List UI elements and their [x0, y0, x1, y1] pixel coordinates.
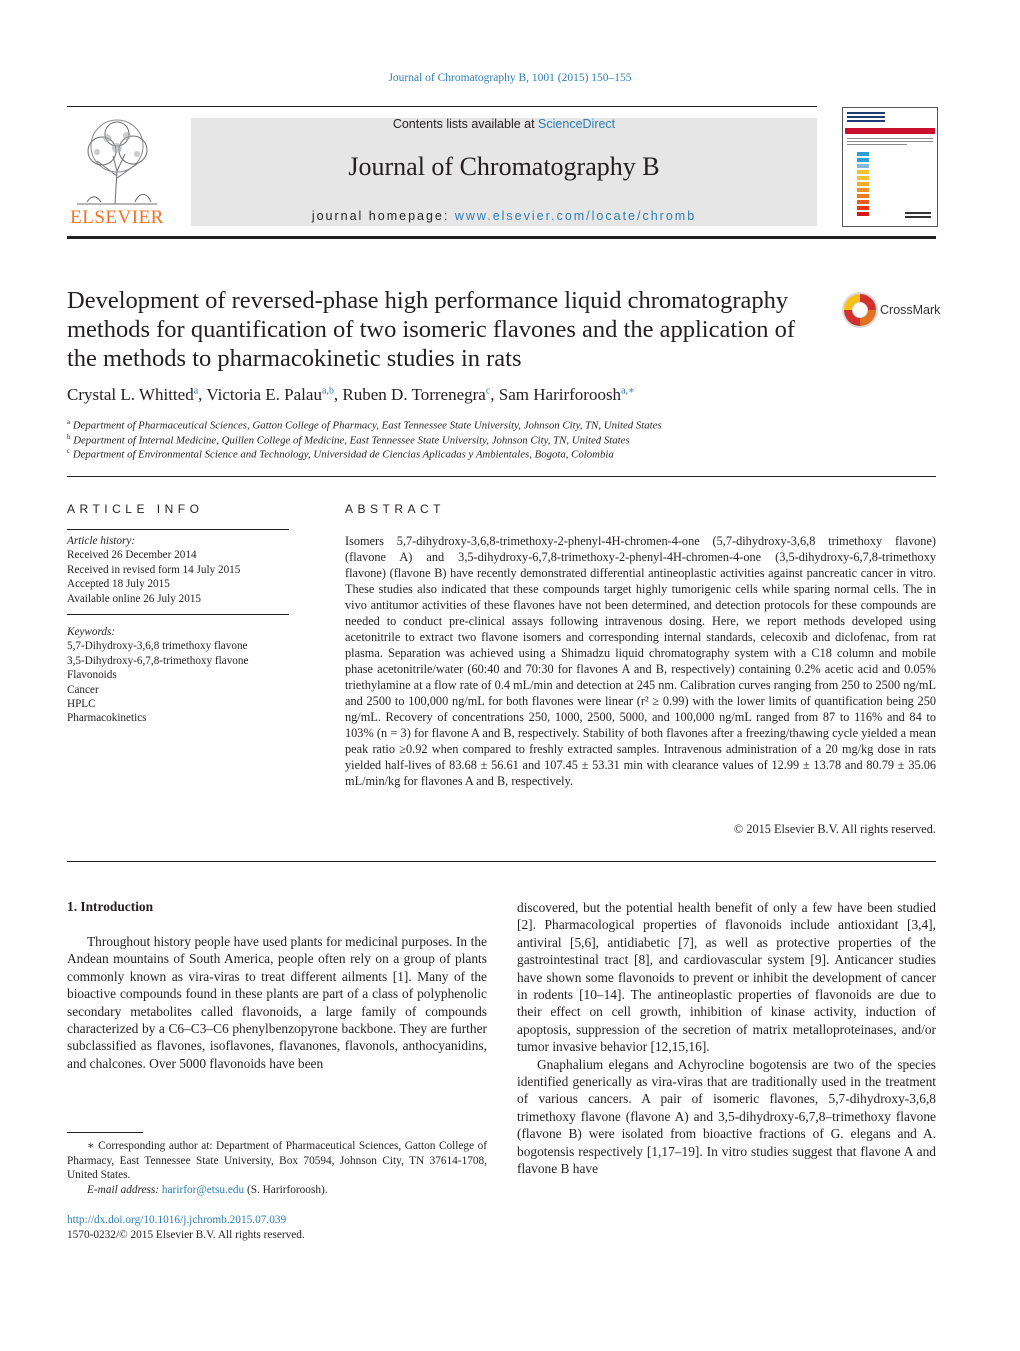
corresponding-author-note: ∗ Corresponding author at: Department of Pharmaceutical Sciences, Gatton College of Pharmacy, East Tennessee State University, Box 70594, Johnson City, TN 37614-1708, United States. [67, 1140, 487, 1182]
keywords-label: Keywords: [67, 626, 116, 638]
email-suffix: (S. Harirforoosh). [244, 1183, 328, 1196]
homepage-link[interactable]: www.elsevier.com/locate/chromb [454, 209, 697, 223]
header-thick-rule [67, 236, 936, 239]
keyword: 5,7-Dihydroxy-3,6,8 trimethoxy flavone [67, 640, 248, 653]
article-title: Development of reversed-phase high performance liquid chromatography methods for quantification of two isomeric flavones and the application of the methods to pharmacokinetic studies in rats [67, 287, 795, 372]
keyword: Pharmacokinetics [67, 712, 147, 725]
crossmark-icon [840, 290, 880, 330]
keyword: 3,5-Dihydroxy-6,7,8-trimethoxy flavone [67, 654, 249, 667]
abstract-heading: ABSTRACT [345, 502, 446, 516]
body-paragraph: discovered, but the potential health benefit of only a few have been studied [2]. Pharmacological properties of flavonoids include antioxidant [3,4], antiviral [5,6], antidiabetic [7], as well as protective properties of the gastrointestinal tract [8], and cardiovascular system [9]. Anticancer studies have shown some flavonoids to prevent or inhibit the development of cancer in rodents [10–14]. The antineoplastic properties of flavonoids are due to their effect on cell growth, inhibition of kinase activity, induction of apoptosis, suppression of the secretion of matrix metalloproteinases, and/or tumor invasive behavior [12,15,16]. [517, 900, 936, 1055]
email-label: E-mail address: [87, 1183, 162, 1196]
history-item: Available online 26 July 2015 [67, 592, 202, 605]
sciencedirect-link[interactable]: ScienceDirect [538, 117, 616, 131]
keywords [67, 625, 289, 726]
contents-line [191, 117, 817, 131]
section-divider [67, 476, 936, 477]
affiliation-text: Department of Pharmaceutical Sciences, Gatton College of Pharmacy, East Tennessee State University, Johnson City, TN, United States [72, 419, 662, 432]
author-name[interactable]: Crystal L. Whitted [67, 385, 194, 404]
keyword: Flavonoids [67, 669, 117, 682]
crossmark-label: CrossMark [880, 303, 941, 317]
affiliation-text: Department of Internal Medicine, Quillen College of Medicine, East Tennessee State University, Johnson City, TN, United States [73, 434, 630, 447]
journal-reference[interactable]: Journal of Chromatography B, 1001 (2015) 150–155 [388, 72, 632, 84]
affiliation [67, 447, 614, 461]
affiliation-text: Department of Environmental Science and Technology, Universidad de Ciencias Aplicadas y Ambientales, Bogota, Colombia [72, 448, 614, 461]
journal-title: Journal of Chromatography B [348, 152, 660, 181]
doi-link[interactable]: http://dx.doi.org/10.1016/j.jchromb.2015.07.039 [67, 1214, 287, 1226]
author-affil-mark[interactable]: a,b [321, 385, 334, 397]
author-affil-mark[interactable]: a [193, 385, 199, 397]
homepage-prefix: journal homepage: [311, 209, 455, 223]
body-right-column [517, 899, 936, 1178]
email-link[interactable]: harirfor@etsu.edu [161, 1183, 245, 1196]
header-rule [67, 106, 817, 107]
affiliation-mark: b [67, 433, 71, 441]
abstract-text: Isomers 5,7-dihydroxy-3,6,8-trimethoxy-2-phenyl-4H-chromen-4-one (5,7-dihydroxy-3,6,8 trimethoxy flavone) (flavone A) and 3,5-dihydroxy-6,7,8-trimethoxy-2-phenyl-4H-chromen-4-one (3,5-dihydroxy-6,7,8-trimethoxy flavone) (flavone B) have recently demonstrated differential antineoplastic activities against pancreatic cancer in vitro. These studies also indicated that these compounds target highly tumorigenic cells while sparing normal cells. The in vivo antitumor activities of these flavones have not been determined, and detection protocols for these compounds are needed to conduct pre-clinical assays following intravenous dosing. Here, we report methods developed using acetonitrile to extract two flavone isomers and corresponding internal standards, celecoxib and diclofenac, from rat plasma. Separation was achieved using a Shimadzu liquid chromatography system with a C18 column and mobile phase acetonitrile/water (60:40 and 70:30 for flavones A and B, respectively) containing 0.2% acetic acid and 0.05% triethylamine at a flow rate of 0.4 mL/min and detection at 245 nm. Calibration curves ranging from 250 to 2500 ng/mL and 2500 to 100,000 ng/mL for both flavones were linear (r² ≥ 0.99) with the lower limits of quantification being 250 ng/mL. Recovery of concentrations 250, 1000, 2500, 5000, and 100,000 ng/mL ranged from 87 to 116% and 84 to 103% (n = 3) for flavone A and B, respectively. Stability of both flavones after a freezing/thawing cycle yielded a mean peak ratio ≥0.92 when compared to freshly extracted samples. Intravenous administration of a 20 mg/kg dose in rats yielded half-lives of 83.68 ± 56.61 and 107.45 ± 53.31 min with clearance values of 12.99 ± 13.78 and 80.79 ± 35.06 mL/min/kg for flavones A and B, respectively. [345, 534, 936, 788]
doi-block [67, 1213, 305, 1242]
author-name[interactable]: Sam Harirforoosh [498, 385, 622, 404]
author-affil-mark[interactable]: c [485, 385, 491, 397]
body-paragraph: Throughout history people have used plants for medicinal purposes. In the Andean mountains of South America, people often rely on a group of plants commonly known as vira-viras to treat different ailments [1]. Many of the bioactive compounds found in these plants are part of a class of polyphenolic secondary metabolites called flavonoids, a large family of compounds characterized by a C6–C3–C6 phenylbenzopyrone backbone. They are further subclassified as flavones, isoflavones, flavanones, flavonols, anthocyanidins, and chalcones. Over 5000 flavonoids have been [67, 934, 487, 1071]
history-item: Received in revised form 14 July 2015 [67, 563, 241, 576]
info-rule [67, 614, 289, 615]
issn-line: 1570-0232/© 2015 Elsevier B.V. All rights reserved. [67, 1228, 305, 1241]
author-affil-mark[interactable]: a,∗ [621, 385, 635, 397]
article-history [67, 534, 289, 606]
footnote [67, 1139, 487, 1197]
body-left-column [67, 933, 487, 1072]
author-name[interactable]: Victoria E. Palau [206, 385, 322, 404]
publisher-name: ELSEVIER [70, 207, 164, 228]
section-heading: 1. Introduction [67, 899, 154, 914]
history-item: Accepted 18 July 2015 [67, 578, 170, 591]
section-divider [67, 861, 936, 862]
info-rule [67, 529, 289, 530]
body-paragraph: Gnaphalium elegans and Achyrocline bogotensis are two of the species identified generically as vira-viras that are traditionally used in the treatment of various cancers. A pair of isomeric flavones, 5,7-dihydroxy-3,6,8 trimethoxy flavone (flavone A) and 3,5-dihydroxy-6,7,8–trimethoxy flavone (flavone B) were isolated from bioactive fractions of G. elegans and A. bogotensis respectively [1,17–19]. In vitro studies suggest that flavone A and flavone B have [517, 1056, 936, 1177]
crossmark-badge[interactable] [840, 290, 940, 330]
journal-homepage [191, 209, 817, 223]
history-label: Article history: [67, 535, 136, 547]
article-info-heading: ARTICLE INFO [67, 502, 204, 516]
email-line [67, 1183, 487, 1198]
affiliation-mark: c [67, 447, 71, 455]
abstract-copyright: © 2015 Elsevier B.V. All rights reserved. [733, 822, 936, 836]
contents-prefix: Contents lists available at [392, 117, 539, 131]
affiliation-mark: a [67, 418, 71, 426]
keyword: Cancer [67, 683, 99, 696]
author-name[interactable]: Ruben D. Torrenegra [342, 385, 486, 404]
history-item: Received 26 December 2014 [67, 549, 197, 562]
footnote-rule [67, 1132, 143, 1133]
affiliation [67, 418, 662, 432]
affiliation [67, 433, 630, 447]
keyword: HPLC [67, 698, 96, 711]
journal-cover-thumbnail[interactable] [842, 107, 938, 227]
author-list: Crystal L. Whitted$^a$, Victoria E. Palau$^{a,b}$, Ruben D. Torrenegra$^c$, Sam Harirforoosh$^{a,∗}$ [67, 385, 635, 404]
